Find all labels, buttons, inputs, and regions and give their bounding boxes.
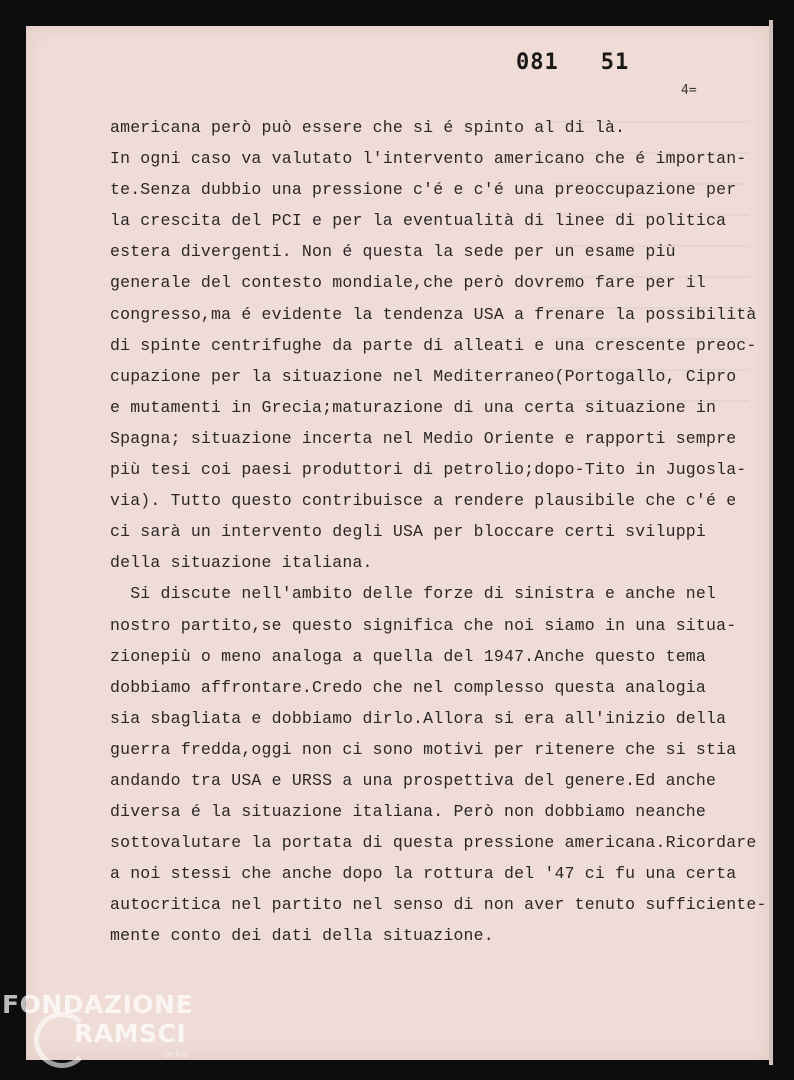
text-line: di spinte centrifughe da parte di alleati e una crescente preoc- — [110, 335, 757, 355]
text-line: nostro partito,se questo significa che noi siamo in una situa- — [110, 615, 737, 635]
text-line: diversa é la situazione italiana. Però non dobbiamo neanche — [110, 802, 706, 822]
folio-left: 081 — [516, 50, 559, 75]
text-line: a noi stessi che anche dopo la rottura del '47 ci fu una certa — [110, 864, 737, 884]
logo-g-icon — [34, 1012, 90, 1068]
text-line: dobbiamo affrontare.Credo che nel complesso questa analogia — [110, 677, 706, 697]
text-line: autocritica nel partito nel senso di non aver tenuto sufficiente- — [110, 895, 767, 915]
logo-line-3: onlus — [164, 1050, 189, 1060]
text-line: estera divergenti. Non é questa la sede per un esame più — [110, 242, 676, 262]
text-line: più tesi coi paesi produttori di petrolio;dopo-Tito in Jugosla- — [110, 460, 747, 480]
text-line: ci sarà un intervento degli USA per bloccare certi sviluppi — [110, 522, 706, 542]
text-line: congresso,ma é evidente la tendenza USA a frenare la possibilità — [110, 304, 757, 324]
text-line: te.Senza dubbio una pressione c'é e c'é una preoccupazione per — [110, 180, 737, 200]
text-line: della situazione italiana. — [110, 553, 373, 573]
text-line: generale del contesto mondiale,che però dovremo fare per il — [110, 273, 706, 293]
logo-line-1: FONDAZIONE — [2, 990, 194, 1019]
page-edge-strip — [769, 20, 773, 1065]
text-line: zionepiù o meno analoga a quella del 1947.Anche questo tema — [110, 646, 706, 666]
text-line: e mutamenti in Grecia;maturazione di una certa situazione in — [110, 397, 717, 417]
page-mark: 4= — [681, 83, 697, 98]
text-line: andando tra USA e URSS a una prospettiva del genere.Ed anche — [110, 770, 717, 790]
text-line: americana però può essere che si é spinto al di là. — [110, 118, 626, 137]
typewritten-page — [26, 26, 769, 1060]
text-line: Si discute nell'ambito delle forze di sinistra e anche nel — [110, 584, 717, 604]
text-line: In ogni caso va valutato l'intervento americano che é importan- — [110, 149, 747, 169]
text-line: mente conto dei dati della situazione. — [110, 926, 494, 946]
folio-number — [516, 50, 629, 75]
text-line: la crescita del PCI e per la eventualità di linee di politica — [110, 211, 727, 231]
text-line: cupazione per la situazione nel Mediterraneo(Portogallo, Cipro — [110, 366, 737, 386]
logo-line-2: RAMSCI — [74, 1019, 187, 1048]
text-line: Spagna; situazione incerta nel Medio Oriente e rapporti sempre — [110, 428, 737, 448]
text-line: guerra fredda,oggi non ci sono motivi per ritenere che si stia — [110, 739, 737, 759]
body-text — [110, 112, 767, 952]
text-line: sottovalutare la portata di questa pressione americana.Ricordare — [110, 833, 757, 853]
text-line: sia sbagliata e dobbiamo dirlo.Allora si era all'inizio della — [110, 708, 727, 728]
folio-right: 51 — [600, 50, 630, 75]
text-line: via). Tutto questo contribuisce a rendere plausibile che c'é e — [110, 491, 737, 511]
fondazione-gramsci-logo — [2, 990, 194, 1060]
